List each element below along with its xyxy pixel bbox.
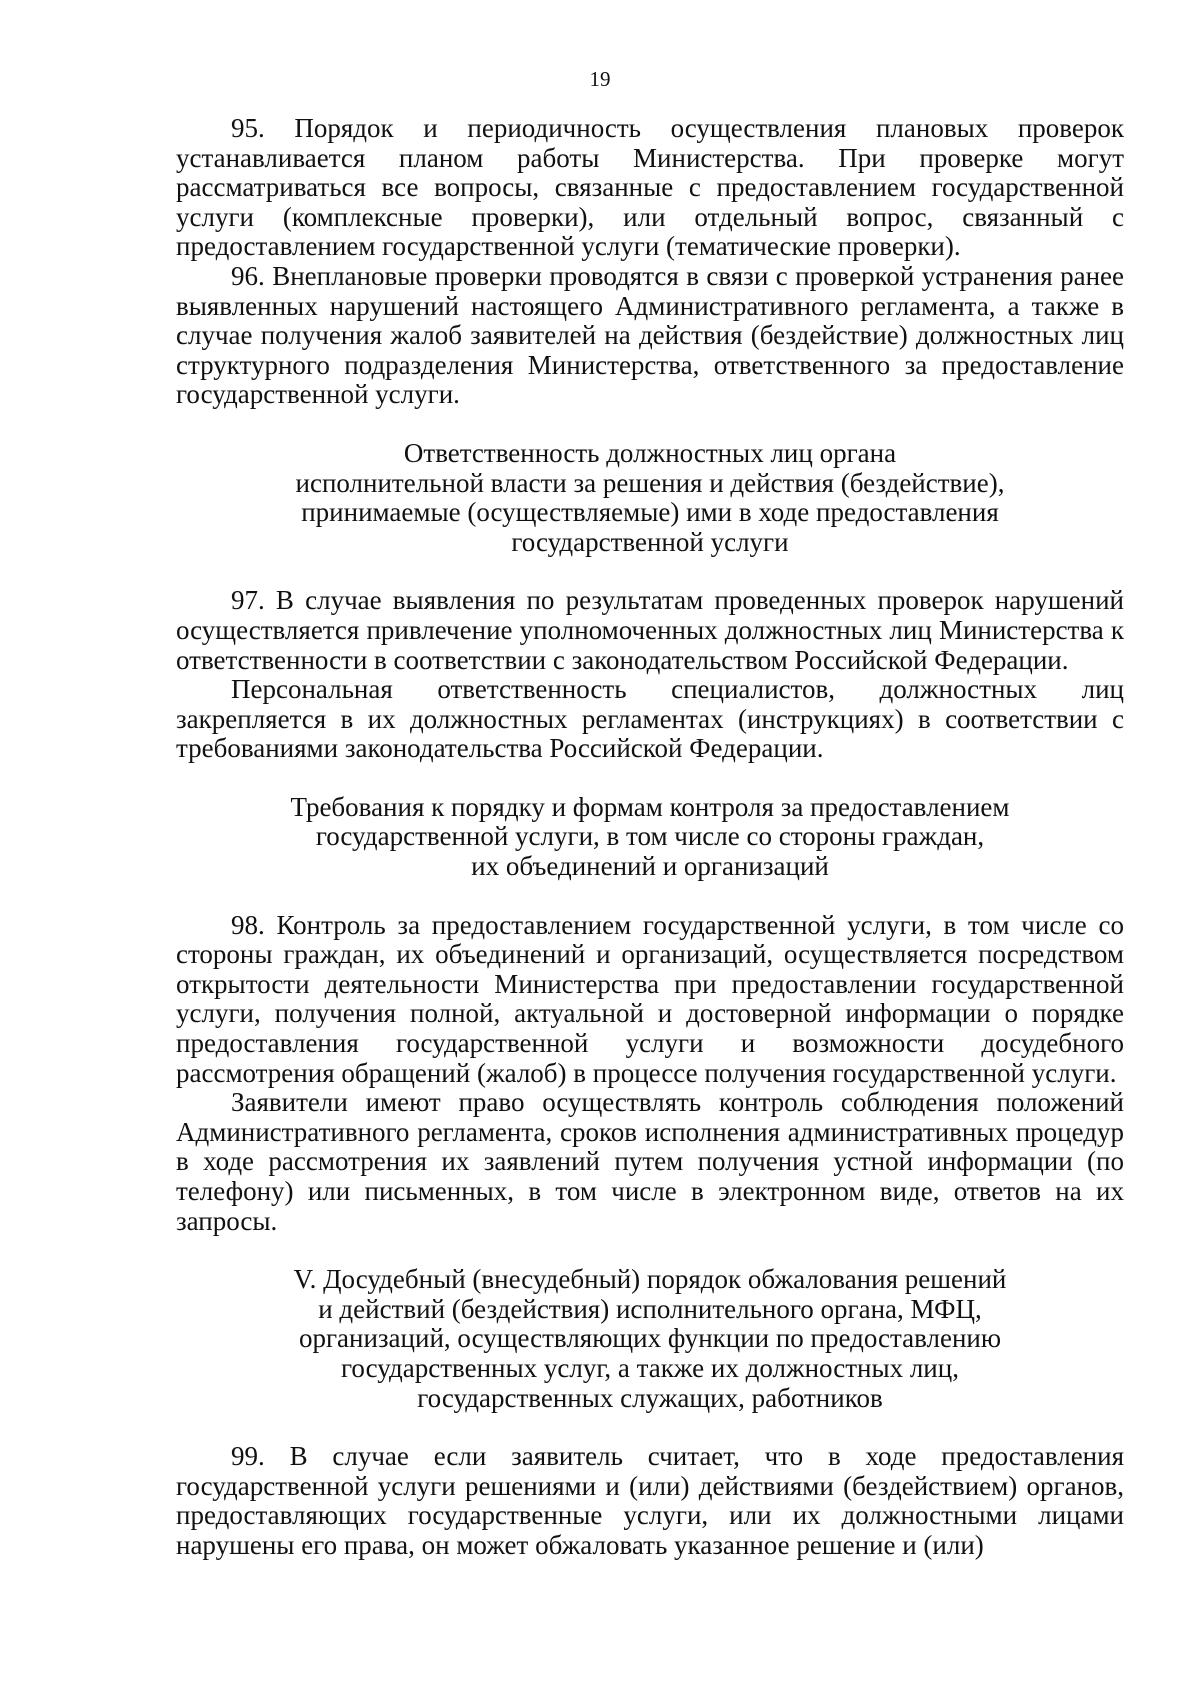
heading-line: исполнительной власти за решения и действия (бездействие), [295,467,1005,498]
heading-line: Ответственность должностных лиц органа [403,437,897,468]
heading-line: государственной услуги [511,526,789,557]
paragraph-98: 98. Контроль за предоставлением государственной услуги, в том числе со стороны граждан, их объединений и организаций, осуществляется посредством открытости деятельности Министерства при предоставлении государственной услуги, получения полной, актуальной и достоверной информации о порядке предоставления государственной услуги и возможности досудебного рассмотрения обращений (жалоб) в процессе получения государственной услуги. [176,909,1124,1088]
paragraph-96: 96. Внеплановые проверки проводятся в связи с проверкой устранения ранее выявленных нарушений настоящего Административного регламента, а также в случае получения жалоб заявителей на действия (бездействие) должностных лиц структурного подразделения Министерства, ответственного за предоставление государственной услуги. [176,260,1124,410]
heading-line: их объединений и организаций [471,851,829,882]
heading-line: государственной услуги, в том числе со стороны граждан, [315,821,985,852]
heading-line: Требования к порядку и формам контроля за предоставлением [290,791,1010,822]
heading-line: организаций, осуществляющих функции по предоставлению [298,1323,1002,1354]
heading-line: государственных услуг, а также их должностных лиц, [341,1352,959,1383]
paragraph-applicants-rights: Заявители имеют право осуществлять контроль соблюдения положений Административного регламента, сроков исполнения административных процедур в ходе рассмотрения их заявлений путем получения устной информации (по телефону) или письменных, в том числе в электронном виде, ответов на их запросы. [176,1087,1124,1236]
section-heading-control-requirements [176,793,1124,882]
heading-line: принимаемые (осуществляемые) ими в ходе предоставления [301,497,999,528]
document-body [176,114,1124,1561]
paragraph-personal-responsibility: Персональная ответственность специалистов, должностных лиц закрепляется в их должностных регламентах (инструкциях) в соответствии с требованиями законодательства Российской Федерации. [176,674,1124,764]
section-heading-pretrial-appeal [176,1265,1124,1413]
paragraph-97: 97. В случае выявления по результатам проведенных проверок нарушений осуществляется привлечение уполномоченных должностных лиц Министерства к ответственности в соответствии с законодательством Российской Федерации. [176,585,1124,675]
paragraph-99: 99. В случае если заявитель считает, что в ходе предоставления государственной услуги решениями и (или) действиями (бездействием) органов, предоставляющих государственные услуги, или их должностными лицами нарушены его права, он может обжаловать указанное решение и (или) [176,1441,1124,1560]
heading-line: V. Досудебный (внесудебный) порядок обжалования решений [293,1264,1007,1295]
paragraph-95: 95. Порядок и периодичность осуществления плановых проверок устанавливается планом работы Министерства. При проверке могут рассматриваться все вопросы, связанные с предоставлением государственной услуги (комплексные проверки), или отдельный вопрос, связанный с предоставлением государственной услуги (тематические проверки). [176,113,1124,262]
section-heading-responsibility [176,439,1124,557]
heading-line: и действий (бездействия) исполнительного органа, МФЦ, [318,1293,982,1324]
heading-line: государственных служащих, работников [417,1382,883,1413]
page-number: 19 [589,67,611,91]
